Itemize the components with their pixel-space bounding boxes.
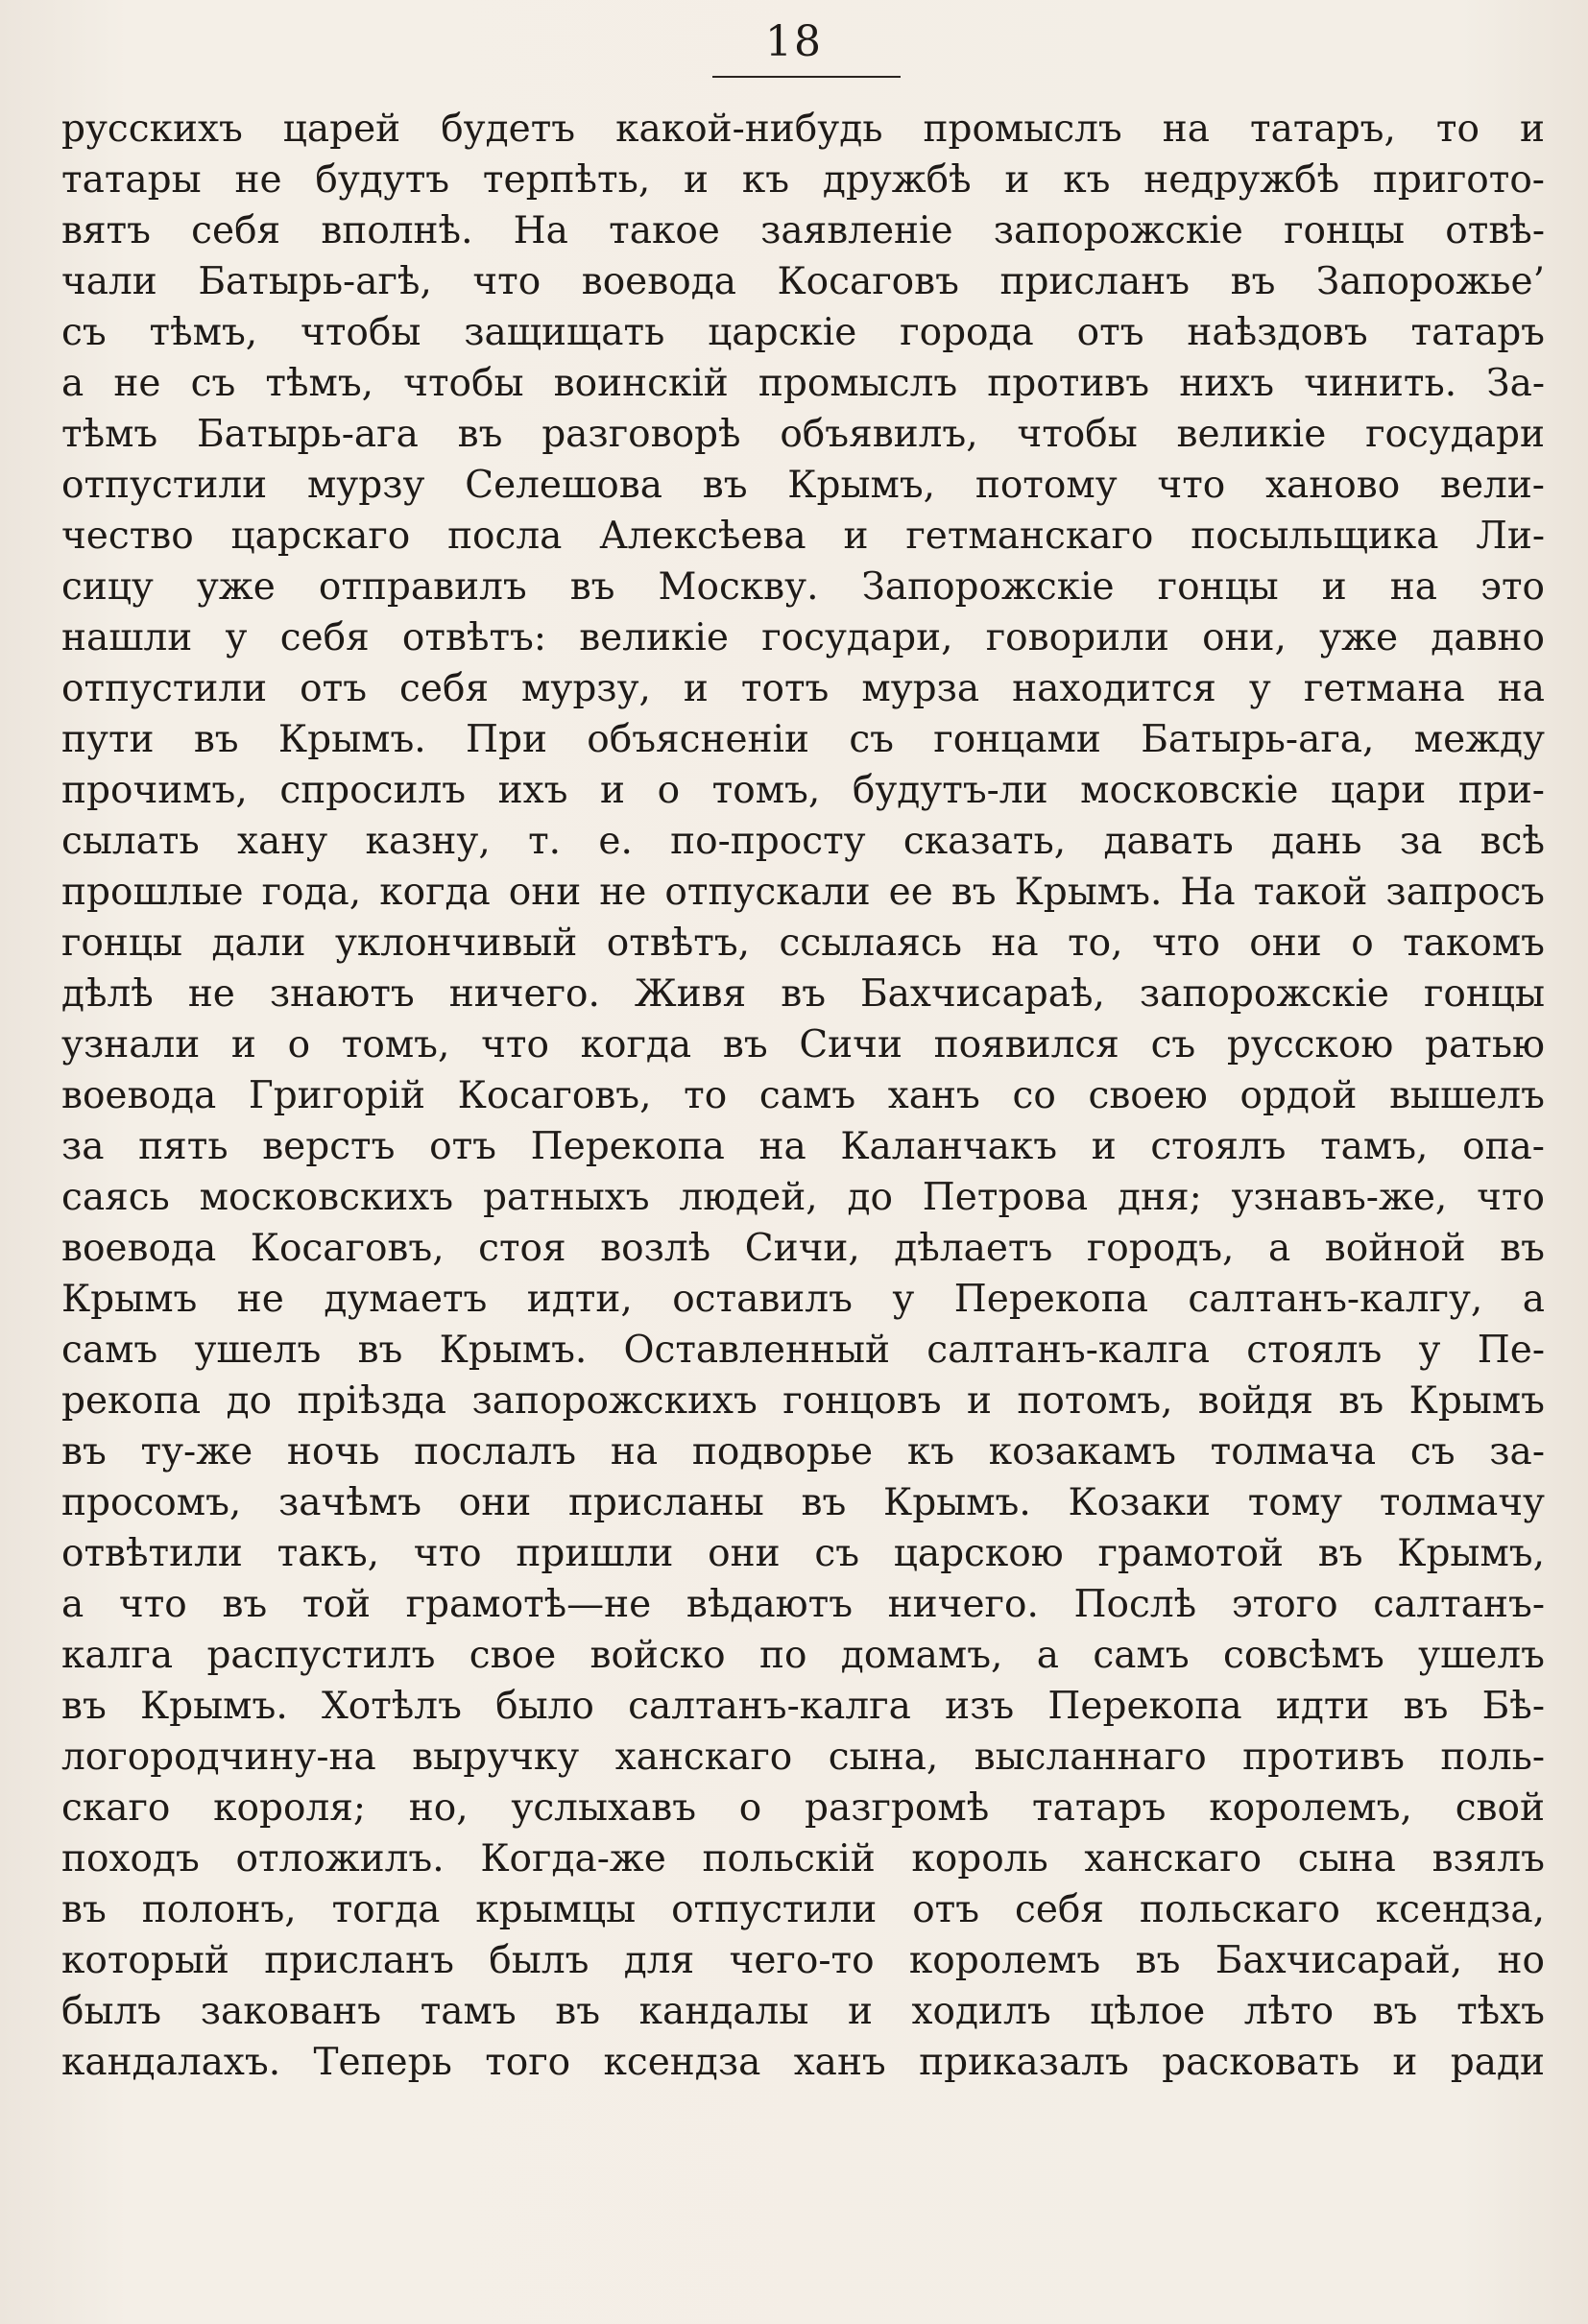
- text-line: а что въ той грамотѣ—не вѣдаютъ ничего. Послѣ этого салтанъ-: [61, 1583, 1545, 1626]
- text-line: русскихъ царей будетъ какой-нибудь промыслъ на татаръ, то и: [61, 108, 1545, 151]
- text-line: татары не будутъ терпѣть, и къ дружбѣ и къ недружбѣ пригото-: [61, 158, 1545, 202]
- text-line: сылать хану казну, т. е. по-просту сказать, давать дань за всѣ: [61, 820, 1545, 863]
- text-line: чали Батырь-агѣ, что воевода Косаговъ присланъ въ Запорожье’: [61, 260, 1545, 303]
- text-line: въ ту-же ночь послалъ на подворье къ козакамъ толмача съ за-: [61, 1430, 1545, 1473]
- text-line: въ Крымъ. Хотѣлъ было салтанъ-калга изъ Перекопа идти въ Бѣ-: [61, 1685, 1545, 1728]
- text-line: дѣлѣ не знаютъ ничего. Живя въ Бахчисараѣ, запорожскіе гонцы: [61, 972, 1545, 1016]
- page-number: 18: [765, 17, 823, 66]
- text-line: прочимъ, спросилъ ихъ и о томъ, будутъ-ли московскіе цари при-: [61, 769, 1545, 812]
- body-text: [61, 104, 1545, 2088]
- text-line: саясь московскихъ ратныхъ людей, до Петрова дня; узнавъ-же, что: [61, 1176, 1545, 1219]
- text-line: былъ закованъ тамъ въ кандалы и ходилъ цѣлое лѣто въ тѣхъ: [61, 1990, 1545, 2033]
- text-line: съ тѣмъ, чтобы защищать царскіе города отъ наѣздовъ татаръ: [61, 311, 1545, 354]
- text-line: а не съ тѣмъ, чтобы воинскій промыслъ противъ нихъ чинить. За-: [61, 362, 1545, 405]
- text-line: нашли у себя отвѣтъ: великіе государи, говорили они, уже давно: [61, 616, 1545, 659]
- text-line: отвѣтили такъ, что пришли они съ царскою грамотой въ Крымъ,: [61, 1532, 1545, 1575]
- text-line: Крымъ не думаетъ идти, оставилъ у Перекопа салтанъ-калгу, а: [61, 1278, 1545, 1321]
- text-line: походъ отложилъ. Когда-же польскій король ханскаго сына взялъ: [61, 1837, 1545, 1881]
- text-line: рекопа до пріѣзда запорожскихъ гонцовъ и потомъ, войдя въ Крымъ: [61, 1379, 1545, 1423]
- text-line: въ полонъ, тогда крымцы отпустили отъ себя польскаго ксендза,: [61, 1888, 1545, 1931]
- text-line: гонцы дали уклончивый отвѣтъ, ссылаясь на то, что они о такомъ: [61, 922, 1545, 965]
- text-line: сицу уже отправилъ въ Москву. Запорожскіе гонцы и на это: [61, 565, 1545, 609]
- text-line: тѣмъ Батырь-ага въ разговорѣ объявилъ, чтобы великіе государи: [61, 413, 1545, 456]
- text-line: отпустили мурзу Селешова въ Крымъ, потому что ханово вели-: [61, 464, 1545, 507]
- text-line: который присланъ былъ для чего-то королемъ въ Бахчисарай, но: [61, 1939, 1545, 1982]
- text-line: воевода Косаговъ, стоя возлѣ Сичи, дѣлаетъ городъ, а войной въ: [61, 1227, 1545, 1270]
- text-line: пути въ Крымъ. При объясненіи съ гонцами Батырь-ага, между: [61, 718, 1545, 761]
- text-line: калга распустилъ свое войско по домамъ, а самъ совсѣмъ ушелъ: [61, 1634, 1545, 1677]
- text-line: скаго короля; но, услыхавъ о разгромѣ татаръ королемъ, свой: [61, 1786, 1545, 1830]
- text-line: воевода Григорій Косаговъ, то самъ ханъ со своею ордой вышелъ: [61, 1074, 1545, 1117]
- text-line: просомъ, зачѣмъ они присланы въ Крымъ. Козаки тому толмачу: [61, 1481, 1545, 1524]
- text-line: чество царскаго посла Алексѣева и гетманскаго посыльщика Ли-: [61, 515, 1545, 558]
- text-line: кандалахъ. Теперь того ксендза ханъ приказалъ расковать и ради: [61, 2041, 1545, 2084]
- text-line: вятъ себя вполнѣ. На такое заявленіе запорожскіе гонцы отвѣ-: [61, 209, 1545, 252]
- text-line: прошлые года, когда они не отпускали ее въ Крымъ. На такой запросъ: [61, 871, 1545, 914]
- text-line: логородчину-на выручку ханскаго сына, высланнаго противъ поль-: [61, 1736, 1545, 1779]
- header-rule: [712, 76, 901, 78]
- text-line: отпустили отъ себя мурзу, и тотъ мурза находится у гетмана на: [61, 667, 1545, 710]
- text-line: узнали и о томъ, что когда въ Сичи появился съ русскою ратью: [61, 1023, 1545, 1066]
- text-line: самъ ушелъ въ Крымъ. Оставленный салтанъ-калга стоялъ у Пе-: [61, 1329, 1545, 1372]
- text-line: за пять верстъ отъ Перекопа на Каланчакъ и стоялъ тамъ, опа-: [61, 1125, 1545, 1168]
